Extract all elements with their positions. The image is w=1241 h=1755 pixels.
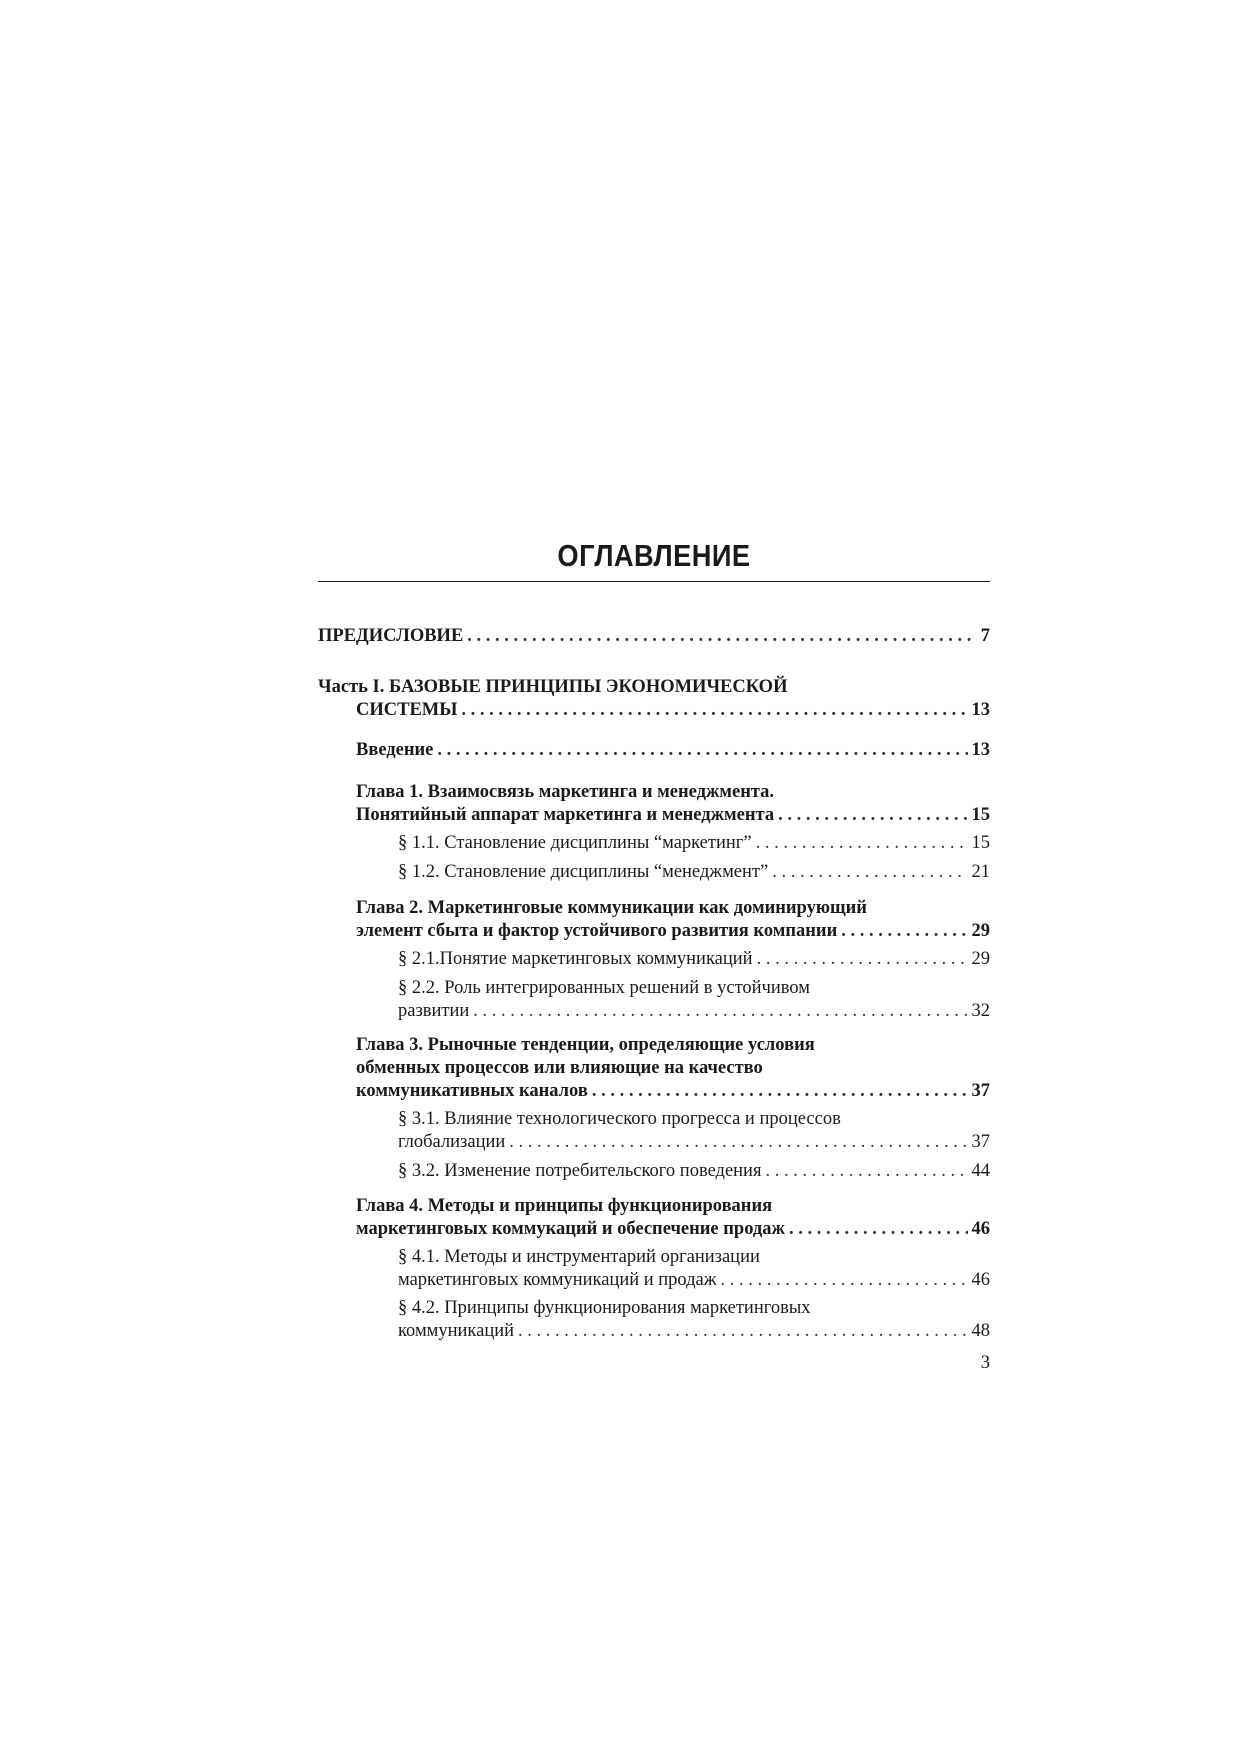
toc-entry-line: § 2.2. Роль интегрированных решений в устойчивом — [398, 978, 810, 998]
toc-entry-title: маркетинговых коммукаций и обеспечение продаж — [356, 1219, 785, 1239]
leader-dots — [437, 739, 967, 762]
toc-entry-section-2-1[interactable] — [398, 948, 990, 971]
toc-entry-line: Часть I. БАЗОВЫЕ ПРИНЦИПЫ ЭКОНОМИЧЕСКОЙ — [318, 677, 788, 697]
toc-entry-chapter-2[interactable] — [356, 897, 990, 943]
toc-entry-section-2-2[interactable] — [398, 977, 990, 1023]
toc-entry-line: § 3.1. Влияние технологического прогресса и процессов — [398, 1109, 841, 1129]
toc-entry-title: Введение — [356, 740, 434, 760]
leader-dots — [772, 861, 967, 884]
toc-entry-section-4-1[interactable] — [398, 1246, 990, 1292]
toc-page-number: 15 — [971, 805, 990, 825]
toc-entry-line: § 4.1. Методы и инструментарий организации — [398, 1247, 760, 1267]
toc-entry-line: § 4.2. Принципы функционирования маркетинговых — [398, 1298, 811, 1318]
toc-entry-chapter-1[interactable] — [356, 781, 990, 827]
leader-dots — [461, 699, 967, 722]
toc-entry-title: § 1.1. Становление дисциплины “маркетинг” — [398, 833, 752, 853]
toc-entry-title: § 2.1.Понятие маркетинговых коммуникаций — [398, 949, 753, 969]
toc-page-number: 29 — [971, 949, 990, 969]
leader-dots — [765, 1160, 967, 1183]
toc-entry-section-4-2[interactable] — [398, 1297, 990, 1343]
leader-dots — [473, 1000, 967, 1023]
toc-page-number: 46 — [971, 1270, 990, 1290]
leader-dots — [509, 1131, 967, 1154]
toc-page-number: 29 — [971, 921, 990, 941]
leader-dots — [518, 1320, 967, 1343]
leader-dots — [592, 1080, 968, 1103]
toc-entry-title: § 1.2. Становление дисциплины “менеджмент” — [398, 862, 769, 882]
toc-entry-section-1-2[interactable] — [398, 861, 990, 884]
toc-entry-line: Глава 1. Взаимосвязь маркетинга и менеджмента. — [356, 782, 775, 802]
toc-entry-chapter-3[interactable] — [356, 1034, 990, 1103]
toc-entry-preface[interactable] — [318, 625, 990, 648]
toc-entry-section-1-1[interactable] — [398, 832, 990, 855]
toc-entry-title: СИСТЕМЫ — [356, 700, 458, 720]
title-rule — [318, 581, 990, 582]
toc-entry-title: развитии — [398, 1001, 470, 1021]
toc-entry-title: § 3.2. Изменение потребительского поведения — [398, 1161, 762, 1181]
toc-page-number: 13 — [971, 740, 990, 760]
toc-page-number: 7 — [980, 626, 990, 646]
toc-page-number: 13 — [971, 700, 990, 720]
toc-page-number: 37 — [971, 1081, 990, 1101]
toc-entry-title: элемент сбыта и фактор устойчивого развития компании — [356, 921, 838, 941]
toc-entry-section-3-2[interactable] — [398, 1160, 990, 1183]
leader-dots — [778, 804, 967, 827]
toc-entry-title: маркетинговых коммуникаций и продаж — [398, 1270, 717, 1290]
toc-entry-title: ПРЕДИСЛОВИЕ — [318, 626, 464, 646]
toc-entry-intro[interactable] — [356, 739, 990, 762]
toc-entry-section-3-1[interactable] — [398, 1108, 990, 1154]
toc-entry-part1[interactable] — [318, 676, 990, 722]
leader-dots — [757, 948, 968, 971]
toc-page-number: 37 — [971, 1132, 990, 1152]
toc-entry-chapter-4[interactable] — [356, 1195, 990, 1241]
toc-entry-title: Понятийный аппарат маркетинга и менеджмента — [356, 805, 775, 825]
toc-entry-title: глобализации — [398, 1132, 506, 1152]
page-title: ОГЛАВЛЕНИЕ — [557, 538, 751, 573]
toc-page-number: 32 — [971, 1001, 990, 1021]
toc-page — [318, 535, 990, 1373]
leader-dots — [467, 625, 976, 648]
toc-page-number: 46 — [971, 1219, 990, 1239]
leader-dots — [841, 920, 967, 943]
page-number: 3 — [980, 1353, 990, 1373]
toc-entry-line: Глава 2. Маркетинговые коммуникации как доминирующий — [356, 898, 867, 918]
toc-entry-line: Глава 3. Рыночные тенденции, определяющие условия — [356, 1035, 815, 1055]
toc-page-number: 21 — [971, 862, 990, 882]
leader-dots — [721, 1269, 968, 1292]
toc-entry-title: коммуникаций — [398, 1321, 515, 1341]
toc-entry-line: Глава 4. Методы и принципы функционирования — [356, 1196, 773, 1216]
toc-page-number: 15 — [971, 833, 990, 853]
leader-dots — [789, 1218, 968, 1241]
toc-page-number: 44 — [971, 1161, 990, 1181]
toc-page-number: 48 — [971, 1321, 990, 1341]
leader-dots — [756, 832, 968, 855]
toc-entry-title: коммуникативных каналов — [356, 1081, 588, 1101]
toc-entry-line: обменных процессов или влияющие на качество — [356, 1058, 763, 1078]
